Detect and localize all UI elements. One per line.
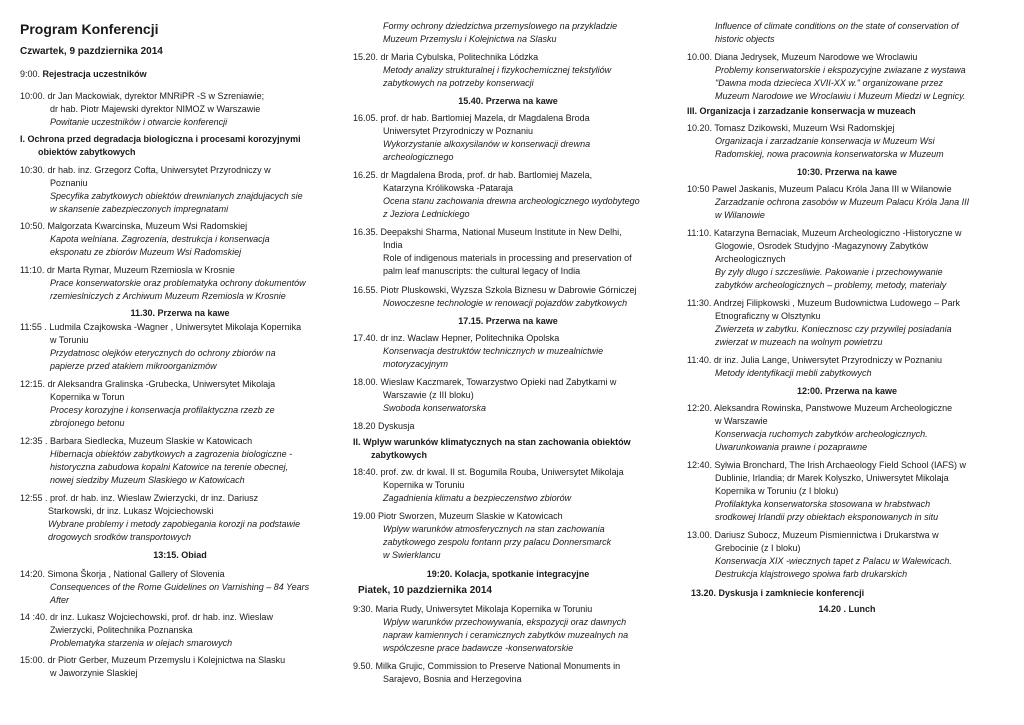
program-entry: 16.55. Piotr Pluskowski, Wyzsza Szkola Biznesu w Dabrowie Górniczej Nowoczesne technologie w renowacji pojazdów zabytkowych [353,285,637,308]
break-lunch: 13:15. Obiad [153,550,207,560]
break-coffee: 11.30. Przerwa na kawe [130,308,230,318]
program-entry: 13.00. Dariusz Subocz, Muzeum Pismiennictwa i Drukarstwa w Grebocinie (z I bloku) Konserwacja XIX -wiecznych tapet z Palacu w Walewicach. Destrukcja klajstrowego spoiwa farb drukarskich [687,530,952,579]
page-title: Program Konferencji [20,21,159,37]
program-entry: 12:15. dr Aleksandra Gralinska -Grubecka, Uniwersytet Mikolaja Kopernika w Torun Procesy korozyjne i konserwacja profilaktyczna rzezb ze zbrojonego betonu [20,379,276,428]
program-entry: 16.25. dr Magdalena Broda, prof. dr hab. Bartlomiej Mazela, Katarzyna Królikowska -Pataraja Ocena stanu zachowania drewna archeologicznego wydobytego z Jeziora Lednickiego [353,170,640,219]
program-entry: 12:40. Sylwia Bronchard, The Irish Archaeology Field School (IAFS) w Dublinie, Irlandia; dr Marek Kolyszko, Uniwersytet Mikolaja Kopernika w Toruniu (z I bloku) Profilaktyka konserwatorska stosowana w hrabstwach srodkowej Irlandii przy obiektach eksponowanych in situ [687,460,966,522]
program-entry-discussion: 18.20 Dyskusja [353,421,415,431]
program-entry-continued: Influence of climate conditions on the state of conservation of historic objects [715,21,959,44]
program-entry: 15.20. dr Maria Cybulska, Politechnika Lódzka Metody analizy strukturalnej i fizykochemicznej tekstyliów zabytkowych na potrzeby konserwacji [353,52,612,88]
day-heading-friday: Piatek, 10 pazdziernika 2014 [358,585,492,596]
lunch: 14.20 . Lunch [818,604,876,614]
program-entry-registration: 9:00. Rejestracja uczestników [20,69,147,79]
program-entry: 10:50. Malgorzata Kwarcinska, Muzeum Wsi Radomskiej Kapota welniana. Zagrozenia, destrukcja i konserwacja eksponatu ze zbiorów Muzeum Wsi Radomskiej [20,221,270,257]
program-entry: 11:40. dr inz. Julia Lange, Uniwersytet Przyrodniczy w Poznaniu Metody identyfikacji mebli zabytkowych [687,355,942,378]
dinner: 19:20. Kolacja, spotkanie integracyjne [426,569,590,579]
program-entry: 12:55 . prof. dr hab. inz. Wieslaw Zwierzycki, dr inz. Dariusz Starkowski, dr inz. Lukasz Wojciechowski Wybrane problemy i metody zapobiegania korozji na podstawie drogowych srodków transportowych [20,493,301,542]
program-entry-continued: Formy ochrony dziedzictwa przemyslowego na przykladzie Muzeum Przemyslu i Kolejnictwa na Slasku [383,21,618,44]
program-entry: 14 :40. dr inz. Lukasz Wojciechowski, prof. dr hab. inz. Wieslaw Zwierzycki, Politechnika Poznanska Problematyka starzenia w olejach smarowych [20,612,273,648]
program-entry: 16.05. prof. dr hab. Bartlomiej Mazela, dr Magdalena Broda Uniwersytet Przyrodniczy w Poznaniu Wykorzystanie alkoxysilanów w konserwacji drewna archeologicznego [353,113,591,162]
program-entry: 10.00. Diana Jedrysek, Muzeum Narodowe we Wroclawiu Problemy konserwatorskie i ekspozycyjne zwiazane z wystawa "Dawna moda dziecieca XVII-XX w." organizowane przez Muzeum Narodowe we Wroclawiu i Muzeum Miedzi w Legnicy. [687,52,966,101]
program-entry: 10:50 Pawel Jaskanis, Muzeum Palacu Króla Jana III w Wilanowie Zarzadzanie ochrona zasobów w Muzeum Palacu Króla Jana III w Wilanowie [687,184,970,220]
section-heading-2: II. Wplyw warunków klimatycznych na stan zachowania obiektów zabytkowych [353,437,631,460]
program-entry: 11:10. dr Marta Rymar, Muzeum Rzemiosla w Krosnie Prace konserwatorskie oraz problematyka ochrony dokumentów rzemieslniczych z Archiwum Muzeum Rzemiosla w Krosnie [20,265,306,301]
program-entry: 12:35 . Barbara Siedlecka, Muzeum Slaskie w Katowicach Hibernacja obiektów zabytkowych a zagrozenia biologiczne - historyczna zabudowa kopalni Katowice na terenie obecnej, nowej siedziby Muzeum Slaskiego w Katowicach [20,436,293,485]
program-entry: 19.00 Piotr Sworzen, Muzeum Slaskie w Katowicach Wplyw warunków atmosferycznych na stan zachowania zabytkowego zespolu fontann przy palacu Donnersmarck w Swierklancu [353,511,612,560]
program-entry: 9:30. Maria Rudy, Uniwersytet Mikolaja Kopernika w Toruniu Wplyw warunków przechowywania, ekspozycji oraz dawnych napraw kamiennych i ceramicznych zabytków muzealnych na wspólczesne prace badawcze -konserwatorskie [353,604,629,653]
program-entry: 14:20. Simona Škorja , National Gallery of Slovenia Consequences of the Rome Guidelines on Varnishing – 84 Years After [20,569,310,605]
break-coffee: 17.15. Przerwa na kawe [458,316,558,326]
program-entry: 10:00. dr Jan Mackowiak, dyrektor MNRiPR -S w Szreniawie; dr hab. Piotr Majewski dyrektor NIMOZ w Warszawie Powitanie uczestników i otwarcie konferencji [20,91,265,127]
program-entry: 12:20. Aleksandra Rowinska, Panstwowe Muzeum Archeologiczne w Warszawie Konserwacja ruchomych zabytków archeologicznych. Uwarunkowania prawne i pozaprawne [687,403,953,452]
program-entry: 11:55 . Ludmila Czajkowska -Wagner , Uniwersytet Mikolaja Kopernika w Toruniu Przydatnosc olejków eterycznych do ochrony zbiorów na papierze przed atakiem mikroorganizmów [20,322,302,371]
break-coffee: 15.40. Przerwa na kawe [458,96,558,106]
program-entry: 18.00. Wieslaw Kaczmarek, Towarzystwo Opieki nad Zabytkami w Warszawie (z III bloku) Swoboda konserwatorska [353,377,617,413]
program-entry: 10:30. dr hab. inz. Grzegorz Cofta, Uniwersytet Przyrodniczy w Poznaniu Specyfika zabytkowych obiektów drewnianych znajdujacych sie w skansenie zabezpieczonych impregnatami [20,165,303,214]
break-coffee: 10:30. Przerwa na kawe [796,167,898,177]
program-entry: 9.50. Milka Grujic, Commission to Preserve National Monuments in Sarajevo, Bosnia and Herzegovina [353,661,621,684]
day-heading-thursday: Czwartek, 9 pazdziernika 2014 [20,46,163,57]
closing-discussion: 13.20. Dyskusja i zamkniecie konferencji [691,588,865,598]
program-entry: 11:30. Andrzej Filipkowski , Muzeum Budownictwa Ludowego – Park Etnograficzny w Olsztynku Zwierzeta w zabytku. Koniecznosc czy przywilej posiadania zwierzat w muzeach na wolnym powietrzu [687,298,960,347]
program-entry: 16.35. Deepakshi Sharma, National Museum Institute in New Delhi, India Role of indigenous materials in processing and preservation of palm leaf manuscripts: the cultural legacy of India [353,227,632,276]
program-entry: 10.20. Tomasz Dzikowski, Muzeum Wsi Radomskjej Organizacja i zarzadzanie konserwacja w Muzeum Wsi Radomskiej, nowa pracownia konserwatorska w Muzeum [687,123,944,159]
program-entry: 18:40. prof. zw. dr kwal. II st. Bogumila Rouba, Uniwersytet Mikolaja Kopernika w Toruniu Zagadnienia klimatu a bezpieczenstwo zbiorów [353,467,624,503]
section-heading-3: III. Organizacja i zarzadzanie konserwacja w muzeach [687,106,916,116]
program-entry: 17.40. dr inz. Waclaw Hepner, Politechnika Opolska Konserwacja destruktów technicznych w muzealnictwie motoryzacyjnym [353,333,604,369]
program-entry: 11:10. Katarzyna Bernaciak, Muzeum Archeologiczno -Historyczne w Glogowie, Osrodek Studyjno -Magazynowy Zabytków Archeologicznych By zyly dlugo i szczesliwie. Pakowanie i przechowywanie zabytków archeologicznych – problemy, metody, materialy [687,228,962,290]
section-heading-1: I. Ochrona przed degradacja biologiczna i procesami korozyjnymi obiektów zabytkowych [20,134,301,157]
program-entry: 15:00. dr Piotr Gerber, Muzeum Przemyslu i Kolejnictwa na Slasku w Jaworzynie Slaskiej [20,655,286,678]
break-coffee: 12:00. Przerwa na kawe [796,386,898,396]
